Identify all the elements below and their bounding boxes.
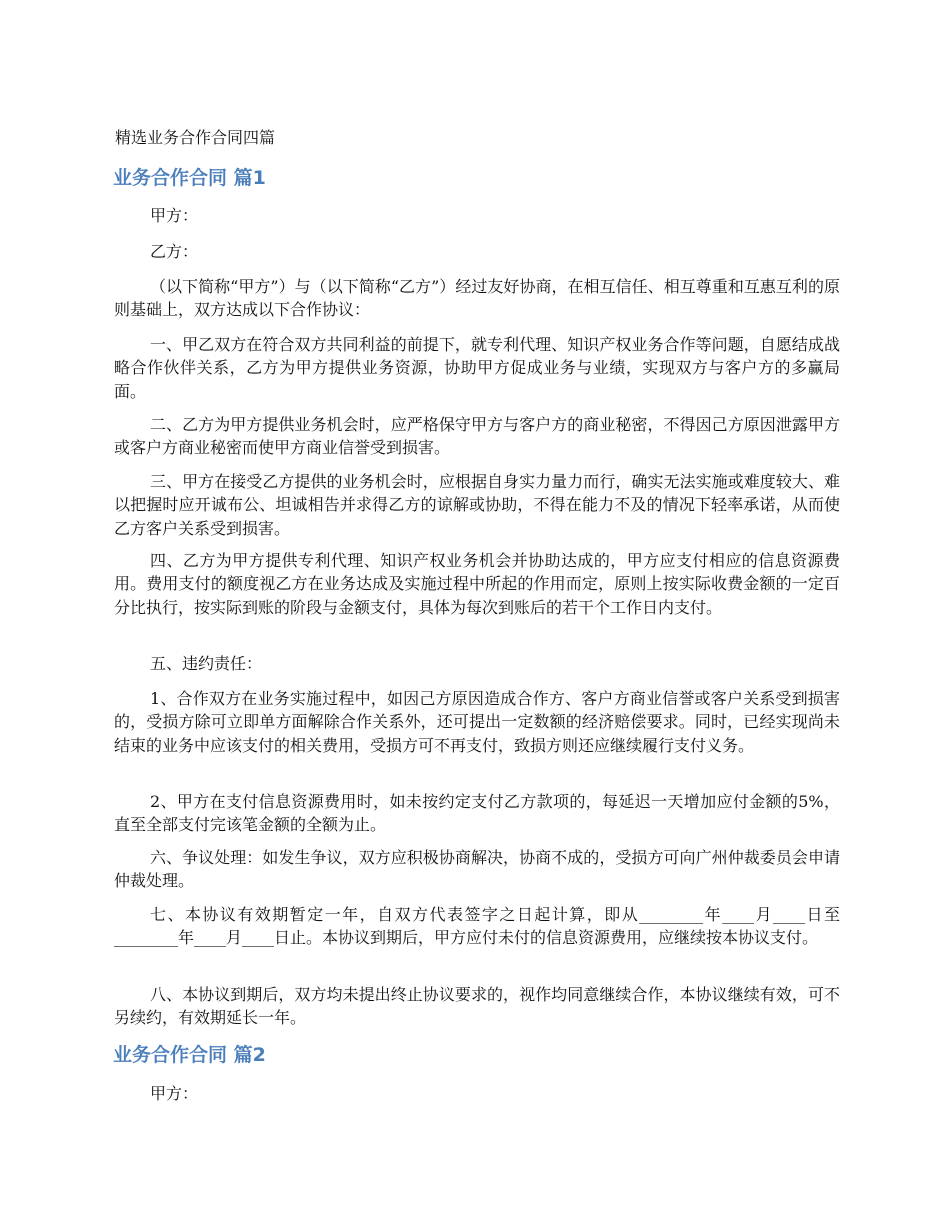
- paragraph-clause-5: 五、违约责任：: [150, 654, 263, 673]
- paragraph-party-b: 乙方：: [150, 242, 199, 261]
- section-heading-1: 业务合作合同 篇1: [113, 167, 266, 189]
- paragraph-clause-8: 八、本协议到期后，双方均未提出终止协议要求的，视作均同意继续合作，本协议继续有效，可不另续约，有效期延长一年。: [114, 985, 840, 1028]
- paragraph-preamble: （以下简称“甲方”）与（以下简称“乙方”）经过友好协商，在相互信任、相互尊重和互惠互利的原则基础上，双方达成以下合作协议：: [114, 277, 840, 320]
- paragraph-clause-1: 一、甲乙双方在符合双方共同利益的前提下，就专利代理、知识产权业务合作等问题，自愿结成战略合作伙伴关系，乙方为甲方提供业务资源，协助甲方促成业务与业绩，实现双方与客户方的多赢局面。: [114, 335, 840, 401]
- paragraph-clause-5-1: 1、合作双方在业务实施过程中，如因己方原因造成合作方、客户方商业信誉或客户关系受到损害的，受损方除可立即单方面解除合作关系外，还可提出一定数额的经济赔偿要求。同时，已经实现尚未结束的业务中应该支付的相关费用，受损方可不再支付，致损方则还应继续履行支付义务。: [114, 689, 840, 755]
- paragraph-clause-4: 四、乙方为甲方提供专利代理、知识产权业务机会并协助达成的，甲方应支付相应的信息资源费用。费用支付的额度视乙方在业务达成及实施过程中所起的作用而定，原则上按实际收费金额的一定百分比执行，按实际到账的阶段与金额支付，具体为每次到账后的若干个工作日内支付。: [114, 551, 840, 617]
- paragraph-party-a: 甲方：: [150, 206, 199, 225]
- section-heading-2: 业务合作合同 篇2: [113, 1044, 266, 1066]
- paragraph-clause-2: 二、乙方为甲方提供业务机会时，应严格保守甲方与客户方的商业秘密，不得因己方原因泄露甲方或客户方商业秘密而使甲方商业信誉受到损害。: [114, 415, 840, 458]
- paragraph-clause-6: 六、争议处理：如发生争议，双方应积极协商解决，协商不成的，受损方可向广州仲裁委员会申请仲裁处理。: [114, 848, 840, 891]
- paragraph-clause-5-2: 2、甲方在支付信息资源费用时，如未按约定支付乙方款项的，每延迟一天增加应付金额的5%，直至全部支付完该笔金额的全额为止。: [114, 792, 840, 835]
- paragraph-clause-7: 七、本协议有效期暂定一年，自双方代表签字之日起计算，即从________年____月____日至________年____月____日止。本协议到期后，甲方应付未付的信息资源费用，应继续按本协议支付。: [114, 905, 840, 948]
- paragraph-clause-3: 三、甲方在接受乙方提供的业务机会时，应根据自身实力量力而行，确实无法实施或难度较大、难以把握时应开诚布公、坦诚相告并求得乙方的谅解或协助，不得在能力不及的情况下轻率承诺，从而使乙方客户关系受到损害。: [114, 472, 840, 538]
- document-title: 精选业务合作合同四篇: [115, 128, 276, 147]
- paragraph-party-a-2: 甲方：: [150, 1084, 199, 1103]
